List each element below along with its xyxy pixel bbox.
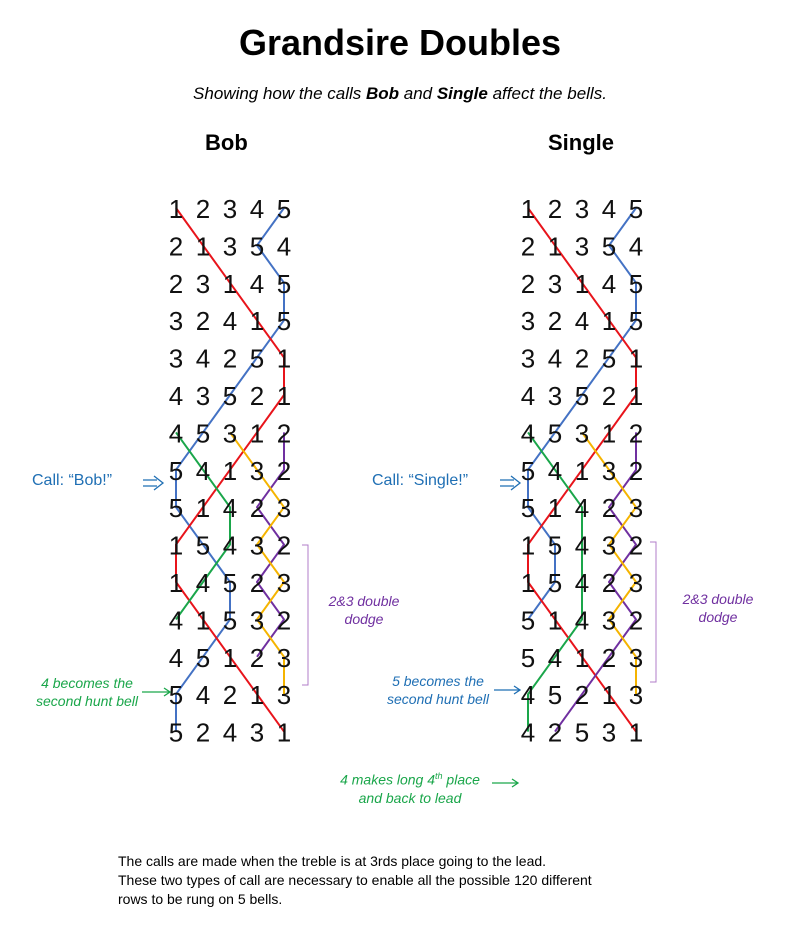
single-bell-digit: 3 — [574, 194, 590, 224]
single-bell-digit: 2 — [601, 493, 617, 524]
single-bell-digit: 2 — [520, 231, 536, 262]
single-bell-digit: 5 — [574, 717, 590, 748]
single-bell-digit: 4 — [601, 268, 617, 299]
bob-bell-digit: 3 — [249, 605, 265, 636]
bob-bell-digit: 4 — [168, 418, 184, 449]
bob-bell-digit: 3 — [276, 493, 292, 524]
single-bell-digit: 5 — [547, 680, 563, 711]
bob-bell-digit: 1 — [168, 568, 184, 598]
bob-bell-digit: 5 — [249, 343, 265, 374]
bob-hunt-note-line1: 4 becomes the — [41, 675, 133, 691]
single-bell-digit: 2 — [601, 568, 617, 598]
bob-bell-digit: 3 — [276, 642, 292, 673]
single-bell-digit: 2 — [601, 642, 617, 673]
single-bell-digit: 4 — [574, 306, 590, 337]
single-bell-digit: 3 — [520, 306, 536, 337]
single-bell-digit: 4 — [574, 530, 590, 561]
single-bell-digit: 3 — [628, 493, 644, 524]
bob-bell-digit: 1 — [222, 268, 238, 299]
bob-bell-digit: 5 — [168, 455, 184, 486]
bob-call-label: Call: “Bob!” — [32, 472, 113, 489]
bob-dodge-note — [318, 592, 410, 628]
subtitle-suffix: affect the bells. — [487, 84, 607, 103]
single-bell-digit: 2 — [574, 680, 590, 711]
bob-bell-digit: 3 — [249, 530, 265, 561]
single-bell-digit: 1 — [520, 194, 536, 224]
single-bell-digit: 1 — [628, 381, 644, 411]
bob-bell-digit: 3 — [276, 568, 292, 598]
bob-bell-digit: 5 — [168, 680, 184, 711]
single-bell-digit: 4 — [520, 418, 536, 449]
single-bell-digit: 2 — [628, 455, 644, 486]
single-bell-digit: 1 — [601, 680, 617, 711]
single-bell-digit: 5 — [547, 530, 563, 561]
single-bell-2-path — [555, 432, 636, 731]
bob-bell-digit: 2 — [195, 306, 211, 337]
bob-bell-digit: 3 — [168, 343, 184, 374]
bob-bell-digit: 3 — [222, 194, 238, 224]
single-rows — [521, 194, 643, 748]
single-bell-digit: 4 — [628, 231, 644, 262]
single-bell-digit: 4 — [574, 605, 590, 636]
bob-bell-digit: 5 — [195, 642, 211, 673]
bob-bell-digit: 2 — [276, 455, 292, 486]
bob-bell-digit: 5 — [222, 605, 238, 636]
single-bell-digit: 5 — [547, 418, 563, 449]
bob-bell-digit: 1 — [195, 493, 211, 524]
single-bell-digit: 3 — [601, 605, 617, 636]
single-bell-digit: 5 — [601, 231, 617, 262]
bob-bell-digit: 4 — [168, 605, 184, 636]
single-bell-digit: 2 — [628, 530, 644, 561]
subtitle-single: Single — [436, 84, 488, 103]
bob-bell-digit: 1 — [195, 231, 211, 262]
single-bell-digit: 3 — [547, 381, 563, 411]
single-hunt-note-line1: 5 becomes the — [392, 673, 484, 689]
single-bell-digit: 4 — [601, 194, 617, 224]
bob-dodge-bracket — [302, 545, 308, 685]
single-bell-digit: 1 — [601, 306, 617, 337]
single-long-arrow — [492, 779, 518, 787]
single-bell-digit: 5 — [601, 343, 617, 374]
single-dodge-bracket — [650, 542, 656, 682]
single-bell-digit: 5 — [574, 381, 590, 411]
bob-bell-digit: 5 — [168, 717, 184, 748]
single-bell-digit: 1 — [520, 568, 536, 598]
bob-bell-digit: 1 — [249, 680, 265, 711]
bob-rows — [169, 194, 291, 748]
single-bell-digit: 1 — [574, 642, 590, 673]
single-bell-digit: 5 — [520, 642, 536, 673]
single-bell-digit: 5 — [547, 568, 563, 598]
bob-bell-digit: 4 — [222, 306, 238, 337]
bob-bell-digit: 3 — [249, 455, 265, 486]
single-bell-digit: 5 — [520, 493, 536, 524]
single-bell-digit: 4 — [547, 642, 563, 673]
single-bell-digit: 1 — [547, 231, 563, 262]
bob-bell-digit: 5 — [276, 268, 292, 299]
bob-bell-digit: 4 — [249, 194, 265, 224]
bob-dodge-note-line1: 2&3 double — [328, 593, 400, 609]
bob-hunt-note-line2: second hunt bell — [36, 693, 138, 709]
bob-bell-digit: 4 — [249, 268, 265, 299]
bob-call-arrow — [143, 476, 163, 490]
single-bell-digit: 3 — [628, 568, 644, 598]
single-bell-digit: 5 — [628, 194, 644, 224]
bob-bell-digit: 3 — [168, 306, 184, 337]
single-bell-digit: 2 — [547, 306, 563, 337]
bob-bell-digit: 4 — [276, 231, 292, 262]
single-bell-digit: 2 — [520, 268, 536, 299]
single-long-note-sup: th — [435, 771, 443, 781]
bob-bell-digit: 3 — [222, 418, 238, 449]
single-bell-digit: 4 — [520, 381, 536, 411]
subtitle-bob: Bob — [365, 84, 400, 103]
single-bell-digit: 4 — [574, 568, 590, 598]
single-hunt-note — [378, 672, 498, 708]
single-call-arrow — [500, 476, 520, 490]
bob-bell-digit: 2 — [249, 642, 265, 673]
bob-bell-digit: 1 — [195, 605, 211, 636]
single-bell-digit: 3 — [574, 231, 590, 262]
bob-bell-digit: 2 — [249, 493, 265, 524]
single-bell-digit: 4 — [574, 493, 590, 524]
single-bell-digit: 3 — [574, 418, 590, 449]
single-dodge-note-line2: dodge — [698, 609, 738, 625]
single-bell-digit: 4 — [520, 717, 536, 748]
bob-bell-digit: 2 — [168, 231, 184, 262]
bob-bell-digit: 4 — [195, 568, 211, 598]
footer-line-3: rows to be rung on 5 bells. — [118, 891, 283, 907]
bob-bell-digit: 1 — [249, 306, 265, 337]
single-bell-digit: 1 — [574, 455, 590, 486]
single-bell-digit: 2 — [574, 343, 590, 374]
single-bell-digit: 3 — [601, 530, 617, 561]
subtitle-middle: and — [399, 84, 437, 103]
single-bell-digit: 1 — [628, 343, 644, 374]
bob-bell-digit: 2 — [222, 680, 238, 711]
bob-bell-digit: 2 — [276, 530, 292, 561]
single-dodge-note — [672, 590, 764, 626]
bob-bell-digit: 3 — [222, 231, 238, 262]
bob-bell-digit: 4 — [222, 530, 238, 561]
bob-bell-digit: 2 — [195, 194, 211, 224]
single-bell-digit: 2 — [601, 381, 617, 411]
single-bell-digit: 1 — [574, 268, 590, 299]
single-bell-digit: 1 — [547, 605, 563, 636]
bob-bell-digit: 1 — [168, 194, 184, 224]
bob-bell-digit: 5 — [276, 306, 292, 337]
single-bell-digit: 5 — [520, 455, 536, 486]
bob-bell-digit: 4 — [168, 381, 184, 411]
page-title: Grandsire Doubles — [238, 22, 562, 63]
bob-bell-digit: 5 — [222, 568, 238, 598]
subtitle-prefix: Showing how the calls — [193, 84, 366, 103]
bob-bell-digit: 3 — [195, 268, 211, 299]
bob-bell-digit: 1 — [276, 717, 292, 748]
single-bell-digit: 1 — [520, 530, 536, 561]
single-bell-digit: 3 — [520, 343, 536, 374]
bob-hunt-note — [24, 674, 150, 710]
bob-bell-digit: 4 — [222, 717, 238, 748]
footer-text — [118, 852, 758, 909]
bob-bell-digit: 5 — [195, 530, 211, 561]
single-bell-digit: 4 — [547, 343, 563, 374]
bob-bell-digit: 5 — [195, 418, 211, 449]
bob-bell-digit: 2 — [195, 717, 211, 748]
footer-line-2: These two types of call are necessary to enable all the possible 120 different — [118, 872, 592, 888]
single-bell-digit: 4 — [520, 680, 536, 711]
bob-bell-digit: 2 — [276, 418, 292, 449]
bob-bell-digit: 5 — [249, 231, 265, 262]
bob-dodge-note-line2: dodge — [344, 611, 384, 627]
bob-bell-digit: 1 — [276, 381, 292, 411]
bob-bell-digit: 1 — [222, 455, 238, 486]
bob-bell-digit: 4 — [195, 680, 211, 711]
single-bell-digit: 4 — [547, 455, 563, 486]
single-bell-digit: 2 — [547, 717, 563, 748]
single-bell-digit: 5 — [628, 306, 644, 337]
single-bell-digit: 2 — [628, 605, 644, 636]
single-heading: Single — [548, 130, 615, 155]
single-dodge-note-line1: 2&3 double — [682, 591, 754, 607]
bob-bell-digit: 1 — [222, 642, 238, 673]
single-bell-digit: 3 — [628, 680, 644, 711]
single-bell-digit: 2 — [547, 194, 563, 224]
bob-bell-digit: 2 — [222, 343, 238, 374]
bob-bell-digit: 3 — [249, 717, 265, 748]
single-bell-digit: 5 — [520, 605, 536, 636]
bob-bell-digit: 5 — [168, 493, 184, 524]
bob-bell-digit: 4 — [195, 343, 211, 374]
single-bell-digit: 1 — [601, 418, 617, 449]
single-bell-digit: 3 — [601, 717, 617, 748]
single-long-note-line2: and back to lead — [358, 789, 462, 806]
single-bell-digit: 3 — [601, 455, 617, 486]
single-bell-digit: 3 — [547, 268, 563, 299]
bob-bell-digit: 2 — [168, 268, 184, 299]
bob-bell-digit: 5 — [276, 194, 292, 224]
single-long-note-text2: place — [442, 771, 480, 788]
bob-bell-digit: 4 — [168, 642, 184, 673]
single-bell-digit: 2 — [628, 418, 644, 449]
bob-bell-digit: 4 — [195, 455, 211, 486]
bob-bell-digit: 1 — [249, 418, 265, 449]
footer-line-1: The calls are made when the treble is at 3rds place going to the lead. — [118, 853, 547, 869]
bob-bell-digit: 4 — [222, 493, 238, 524]
bob-bell-digit: 3 — [195, 381, 211, 411]
bob-bell-digit: 2 — [249, 568, 265, 598]
single-bell-digit: 5 — [628, 268, 644, 299]
single-long-note — [330, 767, 490, 807]
bob-bell-digit: 1 — [168, 530, 184, 561]
bob-bell-digit: 3 — [276, 680, 292, 711]
single-long-note-text: 4 makes long 4 — [340, 771, 436, 788]
bob-bell-digit: 2 — [249, 381, 265, 411]
bob-bell-digit: 1 — [276, 343, 292, 374]
single-hunt-note-line2: second hunt bell — [387, 691, 489, 707]
single-bell-digit: 1 — [547, 493, 563, 524]
bob-heading: Bob — [205, 130, 248, 155]
bob-bell-digit: 2 — [276, 605, 292, 636]
bob-bell-digit: 5 — [222, 381, 238, 411]
single-bell-digit: 3 — [628, 642, 644, 673]
single-bell-digit: 1 — [628, 717, 644, 748]
single-call-label: Call: “Single!” — [372, 472, 469, 489]
